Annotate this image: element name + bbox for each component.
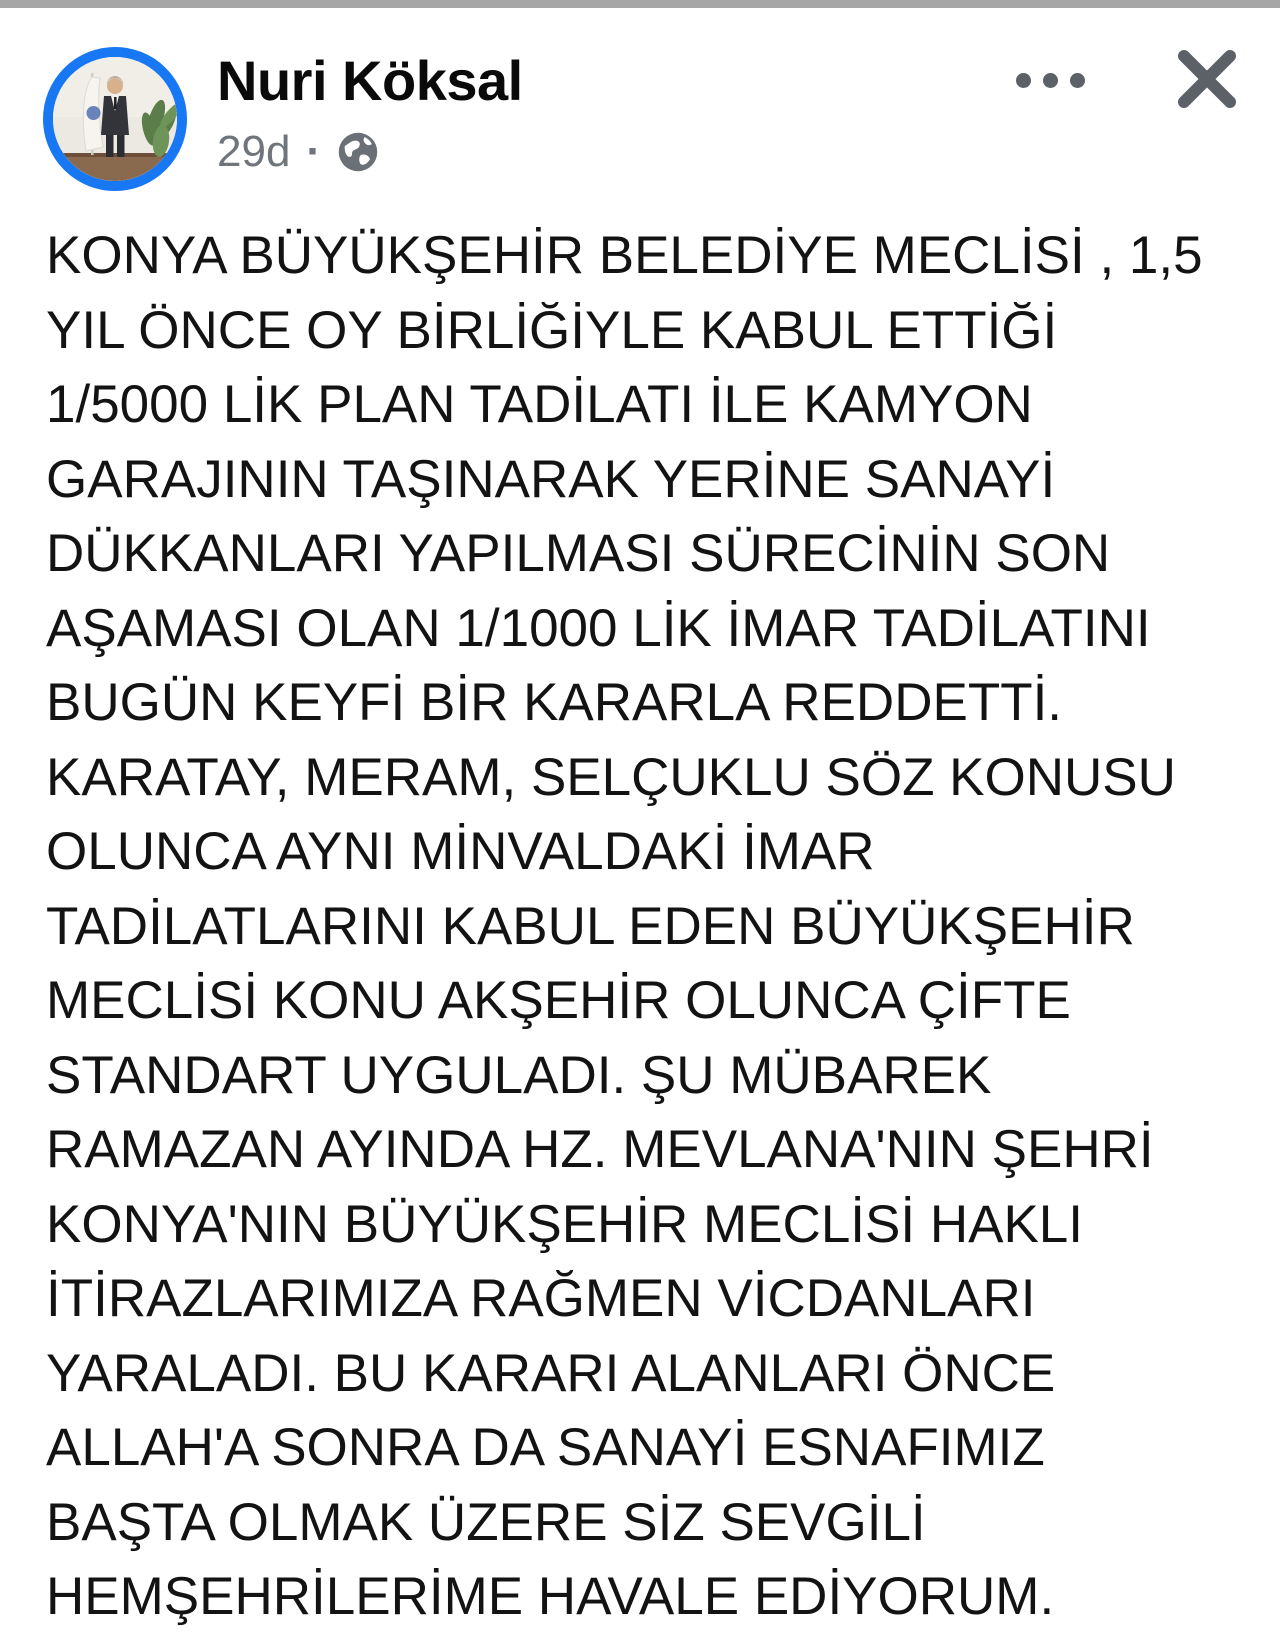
- ellipsis-dot: [1070, 73, 1085, 88]
- more-options-button[interactable]: [998, 52, 1102, 108]
- post-text-line: RAMAZAN AYINDA HZ. MEVLANA'NIN ŞEHRİ: [46, 1120, 1154, 1179]
- avatar[interactable]: [43, 47, 187, 191]
- post-timestamp[interactable]: 29d: [217, 127, 291, 176]
- post-text-line: BAŞTA OLMAK ÜZERE SİZ SEVGİLİ: [46, 1492, 926, 1552]
- post-text-line: TADİLATLARINI KABUL EDEN BÜYÜKŞEHİR: [46, 896, 1135, 956]
- post-text-line: YARALADI. BU KARARI ALANLARI ÖNCE: [46, 1343, 1056, 1403]
- post-text-line: HEMŞEHRİLERİME HAVALE EDİYORUM.: [46, 1567, 1055, 1626]
- post-text-line: KONYA BÜYÜKŞEHİR BELEDİYE MECLİSİ , 1,5: [46, 226, 1203, 285]
- post-text-line: YIL ÖNCE OY BİRLİĞİYLE KABUL ETTİĞİ: [46, 300, 1058, 360]
- post-text-line: MECLİSİ KONU AKŞEHİR OLUNCA ÇİFTE: [46, 971, 1071, 1030]
- globe-public-icon: [337, 131, 379, 173]
- post-text-line: GARAJININ TAŞINARAK YERİNE SANAYİ: [46, 449, 1056, 509]
- top-edge-bar: [0, 0, 1280, 8]
- author-name[interactable]: Nuri Köksal: [217, 49, 523, 112]
- post-text-line: DÜKKANLARI YAPILMASI SÜRECİNİN SON: [46, 524, 1111, 583]
- post-text-line: KARATAY, MERAM, SELÇUKLU SÖZ KONUSU: [46, 747, 1176, 807]
- post-text: [46, 219, 1250, 1635]
- post-text-line: İTİRAZLARIMIZA RAĞMEN VİCDANLARI: [46, 1269, 1036, 1328]
- post-text-line: AŞAMASI OLAN 1/1000 LİK İMAR TADİLATINI: [46, 598, 1151, 658]
- ellipsis-dot: [1016, 73, 1031, 88]
- post-text-line: 1/5000 LİK PLAN TADİLATI İLE KAMYON: [46, 375, 1033, 434]
- meta-separator: ·: [306, 127, 322, 176]
- post-text-line: KONYA'NIN BÜYÜKŞEHİR MECLİSİ HAKLI: [46, 1194, 1083, 1254]
- ellipsis-dot: [1043, 73, 1058, 88]
- post-meta: [217, 126, 379, 178]
- post-text-line: ALLAH'A SONRA DA SANAYİ ESNAFIMIZ: [46, 1418, 1045, 1477]
- close-x-icon: [1176, 49, 1238, 109]
- post-text-line: STANDART UYGULADI. ŞU MÜBAREK: [46, 1045, 992, 1105]
- profile-photo: [53, 57, 177, 181]
- post-text-line: OLUNCA AYNI MİNVALDAKİ İMAR: [46, 822, 875, 881]
- post-text-line: BUGÜN KEYFİ BİR KARARLA REDDETTİ.: [46, 673, 1063, 732]
- close-button[interactable]: [1163, 38, 1251, 120]
